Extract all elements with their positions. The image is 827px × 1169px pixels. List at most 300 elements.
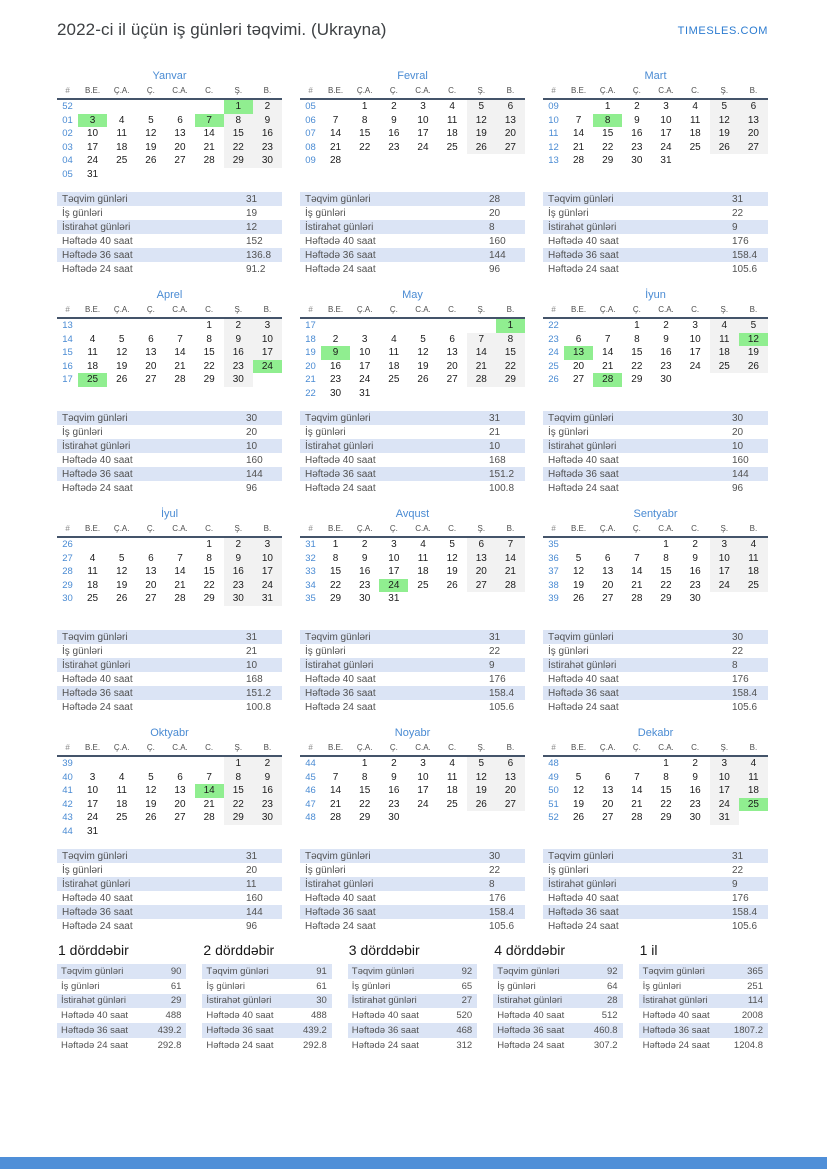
stats-row (57, 467, 282, 481)
day-cell: 22 (330, 579, 342, 591)
month-title: İyul (160, 508, 179, 520)
week-row (300, 99, 525, 114)
stats-row (57, 700, 282, 714)
weekday-header: Ş. (710, 742, 739, 756)
quarter-block (348, 942, 477, 1053)
day-cell: 20 (174, 141, 186, 153)
day-cell: 2 (253, 99, 282, 114)
stats-row (543, 220, 768, 234)
week-number: 46 (305, 785, 316, 797)
day-cell: 8 (361, 771, 368, 783)
stat-value: 105.6 (732, 920, 758, 932)
weekday-header: C.A. (165, 304, 194, 318)
stat-label: Təqvim günləri (548, 193, 614, 205)
day-cell: 7 (177, 333, 183, 345)
day-cell: 15 (330, 566, 342, 578)
weekday-header: C.A. (165, 523, 194, 537)
day-cell: 21 (573, 141, 585, 153)
day-cell: 20 (174, 798, 186, 810)
stat-value: 30 (316, 995, 327, 1007)
empty-day-cell (107, 537, 136, 552)
day-cell: 24 (417, 141, 429, 153)
stats-row (300, 849, 525, 863)
week-row (543, 141, 768, 155)
stat-label: İstirahət günləri (305, 221, 374, 233)
empty-day-cell (253, 168, 282, 182)
stats-row (348, 1008, 477, 1023)
stats-row (57, 877, 282, 891)
day-cell: 24 (689, 360, 701, 372)
empty-day-cell (496, 387, 525, 401)
day-cell: 13 (496, 114, 525, 128)
stat-value: 144 (732, 468, 749, 480)
stats-row (543, 248, 768, 262)
calendar-table (300, 742, 525, 825)
holiday-day-cell: 25 (739, 798, 768, 812)
stat-label: Həftədə 40 saat (61, 1010, 129, 1022)
day-cell: 5 (575, 552, 582, 564)
stats-row (300, 262, 525, 276)
day-cell: 8 (224, 771, 253, 785)
day-cell: 27 (602, 812, 614, 824)
weekday-header: Ş. (467, 304, 496, 318)
stat-label: Həftədə 40 saat (548, 892, 619, 904)
stat-label: İstirahət günləri (206, 995, 272, 1007)
day-cell: 22 (224, 141, 253, 155)
stat-label: Təqvim günləri (305, 412, 371, 424)
week-number: 15 (62, 347, 73, 359)
day-cell: 9 (391, 771, 397, 783)
weekday-header: B.E. (321, 523, 350, 537)
stat-value: 10 (246, 440, 258, 452)
day-cell: 13 (739, 114, 768, 128)
stats-row (57, 248, 282, 262)
stat-value: 90 (170, 965, 182, 977)
empty-day-cell (350, 318, 379, 333)
day-cell: 21 (631, 798, 643, 810)
week-number: 19 (305, 347, 316, 359)
week-row (57, 114, 282, 128)
day-cell: 1 (361, 758, 368, 770)
week-row (543, 360, 768, 374)
day-cell: 24 (710, 579, 739, 593)
day-cell: 21 (174, 579, 186, 591)
stat-value: 28 (607, 995, 618, 1007)
holiday-day-cell: 7 (195, 114, 224, 128)
stat-value: 8 (489, 878, 495, 890)
day-cell: 5 (739, 318, 768, 333)
weekday-header: Ç. (622, 742, 651, 756)
day-cell: 11 (87, 347, 98, 359)
day-cell: 10 (660, 114, 672, 126)
day-cell: 21 (496, 565, 525, 579)
week-col-header: # (57, 304, 78, 318)
week-row (300, 318, 525, 333)
weekday-header: Ç.A. (350, 85, 379, 99)
stat-value: 144 (246, 906, 263, 918)
day-cell: 23 (224, 579, 253, 593)
weekday-header-row (300, 85, 525, 99)
month-block (57, 287, 282, 495)
empty-day-cell (107, 825, 136, 839)
stats-row (57, 439, 282, 453)
stat-value: 176 (732, 892, 749, 904)
empty-day-cell (107, 318, 136, 333)
day-cell: 15 (224, 127, 253, 141)
empty-day-cell (467, 592, 496, 606)
stat-value: 29 (170, 995, 182, 1007)
quarter-block (493, 942, 622, 1053)
stats-row (57, 994, 186, 1009)
week-row (300, 114, 525, 128)
week-number: 23 (548, 333, 559, 345)
week-number: 52 (548, 812, 559, 824)
day-cell: 5 (118, 333, 125, 345)
stat-value: 488 (165, 1010, 182, 1022)
stat-label: Təqvim günləri (206, 965, 269, 977)
empty-day-cell (438, 811, 467, 825)
holiday-day-cell: 13 (564, 346, 593, 360)
day-cell: 26 (446, 579, 458, 591)
stats-row (543, 262, 768, 276)
month-stats-table (543, 849, 768, 933)
day-cell: 7 (206, 771, 212, 783)
week-row (300, 579, 525, 593)
weekday-header: C.A. (408, 742, 437, 756)
stats-row (57, 1023, 186, 1038)
day-cell: 24 (710, 798, 739, 812)
stats-row (202, 964, 331, 979)
stat-label: Həftədə 40 saat (642, 1010, 710, 1022)
day-cell: 17 (87, 141, 99, 153)
holiday-day-cell: 12 (739, 333, 768, 347)
month-block (57, 725, 282, 933)
day-cell: 31 (388, 593, 400, 605)
day-cell: 5 (575, 771, 582, 783)
day-cell: 24 (253, 579, 282, 593)
stat-label: Həftədə 40 saat (548, 454, 619, 466)
day-cell: 29 (496, 373, 525, 387)
empty-day-cell (136, 756, 165, 771)
stat-value: 176 (489, 673, 506, 685)
day-cell: 5 (148, 114, 154, 126)
day-cell: 20 (496, 127, 525, 141)
stat-label: Həftədə 24 saat (305, 263, 376, 275)
stats-row (543, 686, 768, 700)
day-cell: 25 (710, 360, 739, 374)
day-cell: 27 (467, 579, 496, 593)
stat-value: 9 (732, 878, 738, 890)
stat-value: 28 (489, 193, 501, 205)
day-cell: 20 (739, 127, 768, 141)
empty-day-cell (195, 168, 224, 182)
day-cell: 5 (467, 756, 496, 771)
stat-label: İstirahət günləri (305, 659, 374, 671)
stat-label: Həftədə 36 saat (62, 249, 133, 261)
day-cell: 30 (689, 593, 701, 605)
stat-label: Həftədə 40 saat (62, 235, 133, 247)
day-cell: 31 (87, 168, 99, 180)
day-cell: 7 (332, 114, 339, 126)
stats-row (57, 1008, 186, 1023)
day-cell: 26 (145, 155, 157, 167)
stats-row (57, 411, 282, 425)
stats-row (543, 206, 768, 220)
stat-label: Həftədə 24 saat (62, 920, 133, 932)
empty-day-cell (593, 537, 622, 552)
week-row (300, 771, 525, 785)
day-cell: 14 (174, 566, 186, 578)
stats-row (57, 919, 282, 933)
weekday-header: Ç. (379, 85, 408, 99)
day-cell: 11 (388, 347, 400, 359)
day-cell: 13 (467, 552, 496, 566)
day-cell: 2 (391, 101, 397, 113)
day-cell: 16 (388, 128, 400, 140)
stat-value: 292.8 (157, 1039, 182, 1051)
stat-value: 100.8 (246, 701, 272, 713)
stat-label: İş günləri (548, 207, 589, 219)
calendar-table (57, 304, 282, 387)
day-cell: 27 (174, 812, 186, 824)
week-number: 37 (548, 566, 559, 578)
day-cell: 11 (710, 333, 739, 347)
day-cell: 15 (203, 347, 215, 359)
weekday-header: Ç.A. (593, 85, 622, 99)
day-cell: 19 (573, 798, 585, 810)
stat-value: 96 (732, 482, 744, 494)
day-cell: 27 (446, 374, 458, 386)
week-row (543, 784, 768, 798)
stats-row (300, 658, 525, 672)
weekday-header: Ş. (710, 304, 739, 318)
month-block (543, 725, 768, 933)
weekday-header: C.A. (408, 85, 437, 99)
week-number: 43 (62, 812, 73, 824)
stat-value: 251 (747, 980, 763, 992)
empty-day-cell (165, 756, 194, 771)
empty-day-cell (78, 756, 107, 771)
day-cell: 4 (739, 756, 768, 771)
day-cell: 10 (710, 552, 739, 566)
day-cell: 18 (417, 566, 429, 578)
week-row (300, 141, 525, 155)
empty-day-cell (224, 825, 253, 839)
month-stats-table (300, 849, 525, 933)
holiday-day-cell: 1 (224, 99, 253, 114)
day-cell: 28 (330, 812, 342, 824)
stats-row (493, 1008, 622, 1023)
stat-label: İstirahət günləri (62, 440, 131, 452)
empty-day-cell (739, 811, 768, 825)
day-cell: 17 (660, 128, 672, 140)
site-link[interactable]: TIMESLES.COM (677, 25, 768, 37)
day-cell: 8 (663, 771, 669, 783)
stat-value: 460.8 (593, 1025, 618, 1037)
day-cell: 10 (253, 552, 282, 566)
week-number: 25 (548, 360, 559, 372)
weekday-header: C. (681, 523, 710, 537)
calendar-area (300, 289, 525, 411)
day-cell: 11 (689, 114, 701, 126)
stat-value: 31 (489, 412, 501, 424)
day-cell: 6 (604, 552, 611, 564)
week-row (543, 99, 768, 114)
empty-day-cell (78, 537, 107, 552)
stats-row (57, 979, 186, 994)
calendar-table (300, 523, 525, 606)
day-cell: 12 (467, 771, 496, 785)
day-cell: 17 (359, 360, 371, 372)
week-row (57, 373, 282, 387)
stat-value: 92 (461, 965, 473, 977)
day-cell: 19 (467, 127, 496, 141)
day-cell: 10 (87, 128, 99, 140)
day-cell: 18 (87, 360, 99, 372)
day-cell: 3 (692, 320, 698, 332)
week-number: 29 (62, 579, 73, 591)
day-cell: 28 (203, 155, 215, 167)
stats-row (202, 1038, 331, 1053)
stats-row (300, 220, 525, 234)
day-cell: 5 (467, 99, 496, 114)
calendar-table (543, 742, 768, 825)
month-title: Yanvar (152, 70, 187, 82)
day-cell: 6 (575, 333, 582, 345)
stat-label: İş günləri (62, 207, 103, 219)
stat-label: İş günləri (62, 426, 103, 438)
day-cell: 15 (631, 347, 643, 359)
stat-value: 439.2 (157, 1025, 182, 1037)
week-number: 39 (548, 593, 559, 605)
day-cell: 2 (224, 318, 253, 333)
stat-label: İstirahət günləri (548, 221, 617, 233)
stat-value: 30 (246, 412, 258, 424)
day-cell: 6 (449, 333, 455, 345)
day-cell: 8 (224, 114, 253, 128)
holiday-day-cell: 28 (593, 373, 622, 387)
weekday-header: C. (195, 85, 224, 99)
stat-label: Həftədə 36 saat (305, 687, 376, 699)
week-col-header: # (300, 304, 321, 318)
day-cell: 21 (631, 579, 643, 591)
weekday-header: B. (496, 742, 525, 756)
weekday-header: Ş. (467, 85, 496, 99)
week-row (300, 154, 525, 168)
week-row (543, 114, 768, 128)
stat-value: 176 (732, 235, 749, 247)
month-title: May (402, 289, 423, 301)
stats-row (348, 1023, 477, 1038)
stat-label: İş günləri (548, 864, 589, 876)
stats-row (543, 453, 768, 467)
day-cell: 16 (253, 127, 282, 141)
stat-label: Təqvim günləri (642, 965, 705, 977)
stats-row (202, 1008, 331, 1023)
quarter-title: 1 il (639, 942, 658, 958)
day-cell: 22 (359, 798, 371, 810)
day-cell: 21 (203, 798, 215, 810)
week-number: 49 (548, 771, 559, 783)
day-cell: 7 (575, 114, 582, 126)
weekday-header: C.A. (165, 85, 194, 99)
stats-row (300, 439, 525, 453)
stat-label: Həftədə 40 saat (305, 673, 376, 685)
week-row (543, 154, 768, 168)
weekday-header: Ç.A. (107, 85, 136, 99)
week-row (57, 360, 282, 374)
day-cell: 20 (145, 579, 157, 591)
stats-row (202, 1023, 331, 1038)
day-cell: 18 (116, 141, 128, 153)
day-cell: 29 (660, 812, 672, 824)
stats-row (543, 863, 768, 877)
stat-label: Həftədə 24 saat (548, 701, 619, 713)
stat-label: İstirahət günləri (548, 440, 617, 452)
stat-label: İstirahət günləri (62, 221, 131, 233)
day-cell: 21 (203, 141, 215, 153)
stats-row (300, 700, 525, 714)
day-cell: 14 (203, 128, 215, 140)
day-cell: 19 (116, 360, 128, 372)
day-cell: 26 (573, 812, 585, 824)
weekday-header: B.E. (78, 523, 107, 537)
day-cell: 4 (420, 539, 426, 551)
calendar-table (543, 304, 768, 387)
stat-label: Həftədə 24 saat (548, 920, 619, 932)
day-cell: 17 (710, 784, 739, 798)
empty-day-cell (107, 168, 136, 182)
day-cell: 4 (692, 101, 698, 113)
day-cell: 1 (604, 101, 611, 113)
calendar-area (57, 727, 282, 849)
week-number: 22 (548, 320, 559, 332)
weekday-header: C.A. (165, 742, 194, 756)
stats-row (300, 905, 525, 919)
stats-row (348, 964, 477, 979)
stat-value: 27 (461, 995, 473, 1007)
weekday-header: Ç. (622, 523, 651, 537)
month-stats-table (300, 630, 525, 714)
holiday-day-cell: 14 (195, 784, 224, 798)
weekday-header: C. (438, 742, 467, 756)
week-row (300, 537, 525, 552)
day-cell: 16 (253, 784, 282, 798)
day-cell: 4 (739, 537, 768, 552)
weekday-header-row (543, 304, 768, 318)
week-row (543, 127, 768, 141)
empty-day-cell (253, 825, 282, 839)
weekday-header: C. (681, 85, 710, 99)
month-title: Noyabr (394, 727, 431, 739)
stats-row (300, 863, 525, 877)
holiday-day-cell: 8 (593, 114, 622, 128)
day-cell: 16 (689, 785, 701, 797)
empty-day-cell (224, 168, 253, 182)
stat-label: Həftədə 40 saat (305, 892, 376, 904)
empty-day-cell (165, 537, 194, 552)
empty-day-cell (408, 387, 437, 401)
stat-label: İş günləri (62, 864, 103, 876)
empty-day-cell (710, 373, 739, 387)
weekday-header: Ş. (467, 742, 496, 756)
page-header (57, 20, 768, 46)
month-block (57, 506, 282, 714)
weekday-header: Ş. (224, 304, 253, 318)
day-cell: 18 (87, 579, 99, 591)
day-cell: 1 (634, 320, 640, 332)
day-cell: 13 (174, 785, 186, 797)
